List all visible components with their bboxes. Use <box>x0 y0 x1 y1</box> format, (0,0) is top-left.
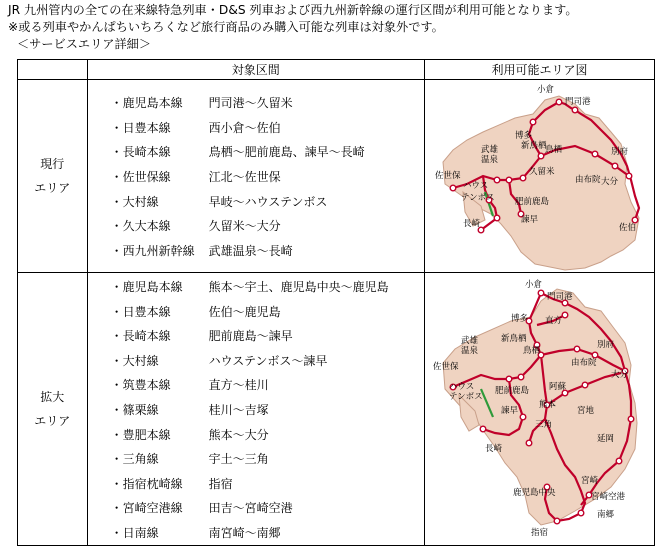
map-station-label: ハウス <box>449 382 475 392</box>
line-row <box>111 238 424 263</box>
map-station-label: 佐世保 <box>435 171 461 181</box>
service-area-table <box>17 59 655 546</box>
map-station-label: 由布院 <box>571 358 597 368</box>
map-station-label: 肥前鹿島 <box>515 197 550 207</box>
station-dot <box>530 119 536 125</box>
map-station-label: 長崎 <box>463 219 481 229</box>
line-name: ・西九州新幹線 <box>110 243 195 258</box>
line-row <box>111 213 424 238</box>
map-station-label: 温泉 <box>461 346 479 356</box>
line-name: ・大村線 <box>110 353 159 368</box>
station-dot <box>592 151 598 157</box>
map-station-label: テンボス <box>461 193 495 203</box>
current-area-label-1: 現行 <box>40 157 65 171</box>
station-dot <box>574 346 580 352</box>
line-name: ・鹿児島本線 <box>110 96 183 111</box>
line-row <box>111 471 424 496</box>
map-station-label: 新鳥栖 <box>521 141 547 151</box>
map-station-label: 熊本 <box>539 400 557 410</box>
line-section: 熊本～宇土、鹿児島中央～鹿児島 <box>208 280 389 295</box>
station-dot <box>626 173 632 179</box>
map-station-label: 諫早 <box>521 215 539 225</box>
line-section: 鳥栖～肥前鹿島、諫早～長崎 <box>208 145 365 160</box>
line-section: 宇土～三角 <box>208 452 269 467</box>
line-name: ・豊肥本線 <box>110 427 171 442</box>
map-station-label: 阿蘇 <box>549 382 567 392</box>
line-row <box>111 115 424 140</box>
station-dot <box>480 426 486 432</box>
expanded-section-list <box>87 273 424 546</box>
line-section: 熊本～大分 <box>208 427 269 442</box>
line-name: ・日南線 <box>110 525 159 540</box>
line-row <box>111 140 424 165</box>
station-dot <box>578 510 584 516</box>
line-name: ・宮崎空港線 <box>110 501 183 516</box>
map-station-label: 武雄 <box>461 336 479 346</box>
map-station-label: 門司港 <box>547 292 573 302</box>
line-row <box>111 348 424 373</box>
line-section: 桂川～吉塚 <box>208 403 269 417</box>
line-row <box>111 397 424 422</box>
line-name: ・日豊本線 <box>110 120 171 135</box>
line-name: ・佐世保線 <box>110 170 171 184</box>
line-name: ・筑豊本線 <box>110 378 171 393</box>
map-station-label: ハウス <box>463 181 489 191</box>
line-name: ・長崎本線 <box>110 329 171 344</box>
map-station-label: 小倉 <box>537 85 555 95</box>
line-row <box>111 299 424 324</box>
line-row <box>111 274 424 299</box>
line-row <box>111 446 424 471</box>
line-name: ・鹿児島本線 <box>110 280 183 295</box>
map-station-label: 長崎 <box>485 444 503 454</box>
expanded-area-map <box>425 273 653 545</box>
line-row <box>111 90 424 115</box>
expanded-area-label <box>18 273 88 546</box>
expanded-area-label-1: 拡大 <box>40 390 65 404</box>
line-section: 西小倉～佐伯 <box>208 120 281 135</box>
station-dot <box>506 177 512 183</box>
map-station-label: 南郷 <box>597 510 615 520</box>
map-station-label: 宮地 <box>577 406 595 416</box>
line-name: ・三角線 <box>110 452 159 467</box>
map-station-label: 武雄 <box>481 145 499 155</box>
station-dot <box>494 215 500 221</box>
intro-line-2: ※或る列車やかんぱちいちろくなど旅行商品のみ購入可能な列車は対象外です。 <box>8 20 444 34</box>
intro-line-1: JR 九州管内の全ての在来線特急列車・D&S 列車および西九州新幹線の運行区間が利用可能となります。 <box>8 3 578 17</box>
line-section: 肥前鹿島～諫早 <box>208 329 293 344</box>
line-section: 久留米～大分 <box>208 219 281 234</box>
line-row <box>111 164 424 189</box>
header-section: 対象区間 <box>87 60 424 80</box>
map-station-label: 久留米 <box>529 167 555 177</box>
map-station-label: テンボス <box>449 392 483 402</box>
map-station-label: 宮崎空港 <box>591 492 626 502</box>
station-dot <box>520 175 526 181</box>
map-station-label: 大分 <box>601 177 619 187</box>
map-station-label: 門司港 <box>565 97 591 107</box>
intro-text <box>8 2 578 53</box>
map-station-label: 肥前鹿島 <box>495 386 530 396</box>
station-dot <box>582 382 588 388</box>
map-station-label: 小倉 <box>525 280 543 290</box>
line-row <box>111 323 424 348</box>
line-row <box>111 189 424 214</box>
map-station-label: 別府 <box>597 340 615 350</box>
expanded-map-cell <box>425 273 655 546</box>
map-station-label: 諫早 <box>501 406 519 416</box>
map-station-label: 新鳥栖 <box>501 334 527 344</box>
header-map: 利用可能エリア図 <box>425 60 655 80</box>
station-dot <box>554 518 560 524</box>
line-section: 佐伯～鹿児島 <box>208 304 281 319</box>
map-station-label: 鳥栖 <box>523 346 541 356</box>
current-area-label-2: エリア <box>34 181 71 195</box>
map-station-label: 温泉 <box>481 155 499 165</box>
station-dot <box>538 290 544 296</box>
line-section: 江北～佐世保 <box>208 170 281 184</box>
station-dot <box>450 185 456 191</box>
station-dot <box>572 107 578 113</box>
intro-line-3: ＜サービスエリア詳細＞ <box>17 37 152 51</box>
map-station-label: 佐世保 <box>433 362 459 372</box>
line-name: ・日豊本線 <box>110 304 171 319</box>
station-dot <box>562 312 568 318</box>
line-section: 門司港～久留米 <box>208 96 293 111</box>
map-station-label: 佐伯 <box>619 223 637 233</box>
line-section: 早岐～ハウステンボス <box>208 194 328 209</box>
station-dot <box>556 99 562 105</box>
line-name: ・篠栗線 <box>110 403 159 417</box>
station-dot <box>526 440 532 446</box>
map-station-label: 直方 <box>545 316 563 326</box>
map-station-label: 別府 <box>611 147 629 157</box>
map-station-label: 由布院 <box>575 175 601 185</box>
map-station-label: 博多 <box>511 314 529 324</box>
line-name: ・久大本線 <box>110 219 171 234</box>
line-name: ・長崎本線 <box>110 145 171 160</box>
line-row <box>111 520 424 545</box>
header-area-cell <box>18 60 88 80</box>
station-dot <box>632 217 638 223</box>
current-area-map <box>425 80 653 272</box>
map-station-label: 指宿 <box>531 528 549 538</box>
station-dot <box>592 352 598 358</box>
line-section: 南宮崎～南郷 <box>208 525 281 540</box>
line-name: ・大村線 <box>110 194 159 209</box>
line-row <box>111 373 424 398</box>
station-dot <box>616 458 622 464</box>
line-row <box>111 496 424 521</box>
map-station-label: 鳥栖 <box>545 145 563 155</box>
station-dot <box>612 163 618 169</box>
station-dot <box>538 153 544 159</box>
station-dot <box>628 416 634 422</box>
map-station-label: 大分 <box>611 370 629 380</box>
map-station-label: 三角 <box>535 420 553 430</box>
current-section-list <box>87 80 424 273</box>
station-dot <box>506 376 512 382</box>
current-map-cell <box>425 80 655 273</box>
expanded-area-row <box>18 273 655 546</box>
line-section: 直方～桂川 <box>208 378 269 393</box>
station-dot <box>494 177 500 183</box>
current-area-row <box>18 80 655 273</box>
line-name: ・指宿枕崎線 <box>110 476 183 491</box>
map-station-label: 宮崎 <box>581 476 599 486</box>
station-dot <box>518 374 524 380</box>
station-dot <box>520 414 526 420</box>
line-section: ハウステンボス～諫早 <box>208 353 328 368</box>
line-row <box>111 422 424 447</box>
line-section: 田吉～宮崎空港 <box>208 501 293 516</box>
header-row <box>18 60 655 80</box>
expanded-area-label-2: エリア <box>34 414 71 428</box>
map-station-label: 延岡 <box>597 434 615 444</box>
map-station-label: 博多 <box>515 131 533 141</box>
current-area-label <box>18 80 88 273</box>
line-section: 指宿 <box>208 476 233 491</box>
line-section: 武雄温泉～長崎 <box>208 243 293 258</box>
map-station-label: 鹿児島中央 <box>513 488 556 498</box>
